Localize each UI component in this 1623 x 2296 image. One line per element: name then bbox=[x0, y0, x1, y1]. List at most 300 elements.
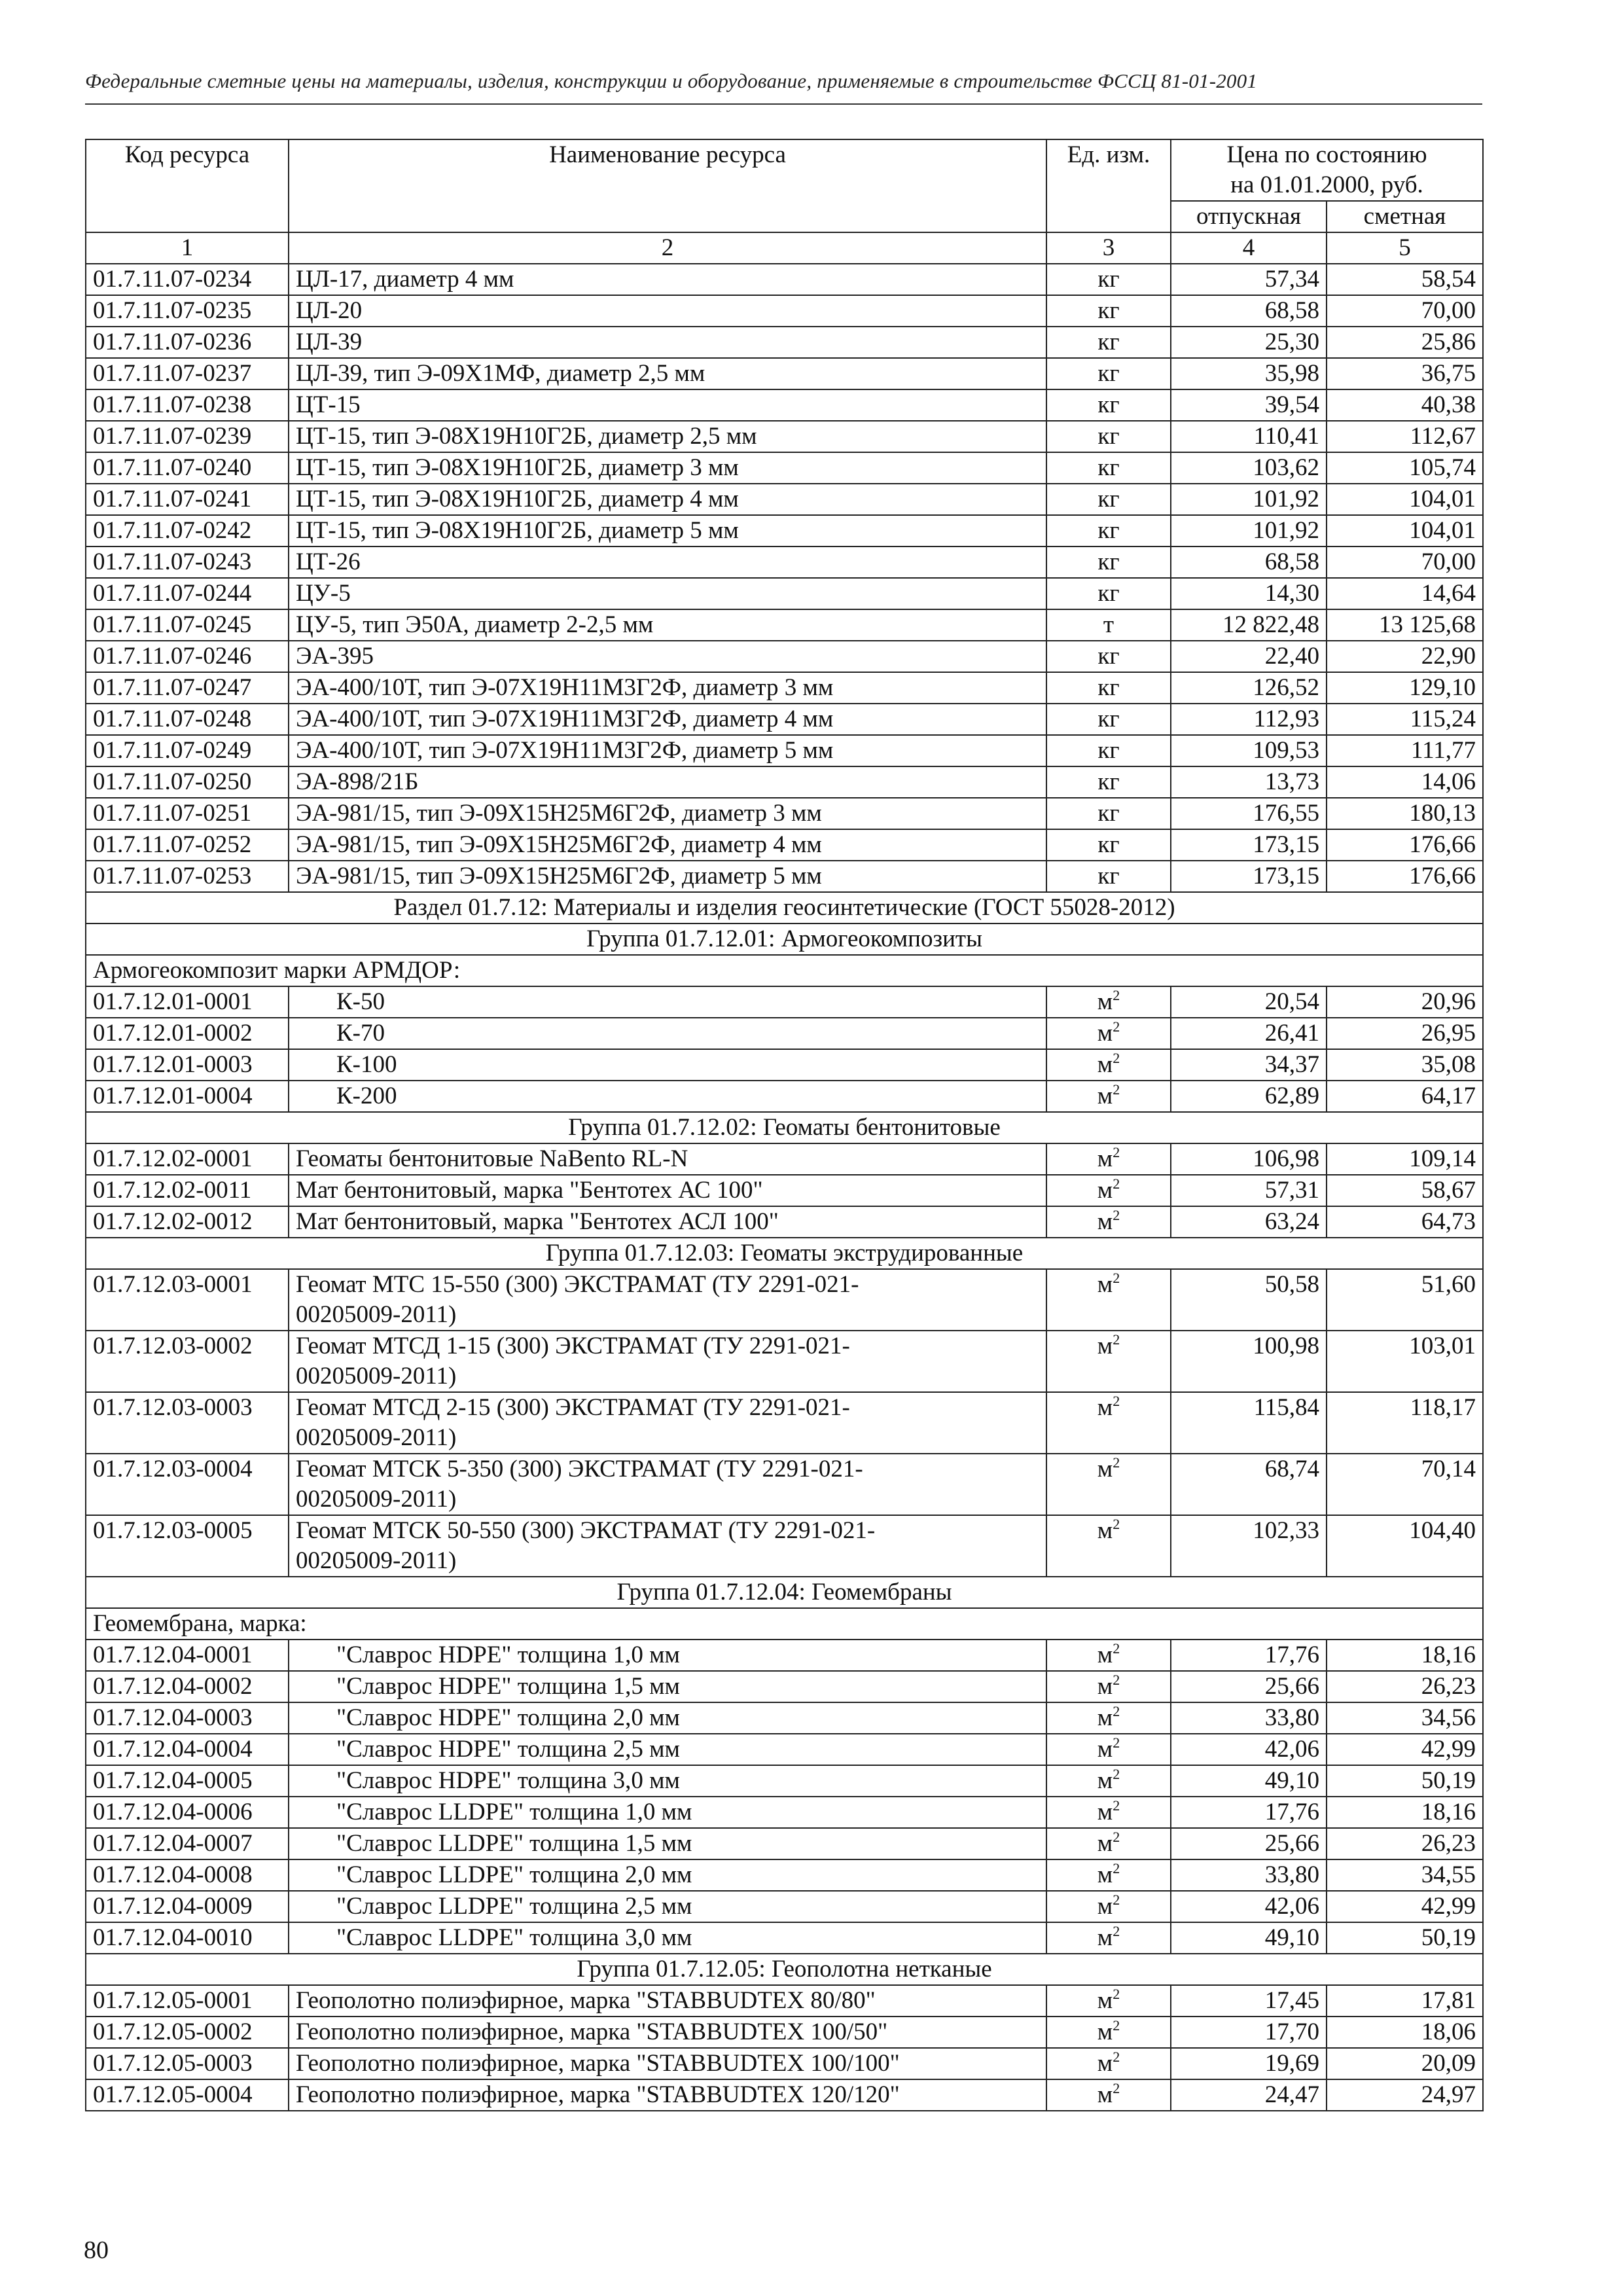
estimate-price: 20,96 bbox=[1327, 986, 1483, 1018]
unit-label: м bbox=[1097, 1704, 1113, 1731]
subheading-row bbox=[86, 955, 1483, 986]
column-number: 2 bbox=[289, 232, 1046, 264]
section-title: Раздел 01.7.12: Материалы и изделия геосинтетические (ГОСТ 55028-2012) bbox=[86, 892, 1483, 924]
table-row bbox=[86, 1671, 1483, 1702]
page-header: Федеральные сметные цены на материалы, изделия, конструкции и оборудование, применяемые в строительстве ФССЦ 81-01-2001 bbox=[85, 69, 1258, 92]
resource-name bbox=[289, 1392, 1046, 1454]
unit-of-measure bbox=[1046, 2017, 1171, 2048]
resource-name: ЦТ-15, тип Э-08Х19Н10Г2Б, диаметр 5 мм bbox=[289, 515, 1046, 547]
unit-label: м bbox=[1097, 1799, 1113, 1825]
resource-name bbox=[289, 1454, 1046, 1515]
estimate-price: 26,23 bbox=[1327, 1671, 1483, 1702]
resource-name: ЦТ-15, тип Э-08Х19Н10Г2Б, диаметр 4 мм bbox=[289, 484, 1046, 515]
estimate-price: 70,00 bbox=[1327, 547, 1483, 578]
release-price: 109,53 bbox=[1171, 735, 1327, 766]
resource-name: Геополотно полиэфирное, марка "STABBUDTEX 80/80" bbox=[289, 1985, 1046, 2017]
estimate-price: 40,38 bbox=[1327, 389, 1483, 421]
resource-name: ЭА-400/10Т, тип Э-07Х19Н11М3Г2Ф, диаметр 3 мм bbox=[289, 672, 1046, 704]
unit-label: м bbox=[1097, 1673, 1113, 1700]
estimate-price: 22,90 bbox=[1327, 641, 1483, 672]
table-row bbox=[86, 295, 1483, 327]
estimate-price: 34,56 bbox=[1327, 1702, 1483, 1734]
unit-exponent: 2 bbox=[1113, 2017, 1120, 2034]
group-block bbox=[86, 1577, 1483, 1640]
rows-section-01-7-11 bbox=[86, 264, 1483, 892]
resource-code: 01.7.12.04-0007 bbox=[86, 1828, 289, 1859]
resource-name-line: 00205009-2011) bbox=[296, 1547, 457, 1574]
release-price: 17,76 bbox=[1171, 1640, 1327, 1671]
release-price: 110,41 bbox=[1171, 421, 1327, 452]
unit-label: кг bbox=[1097, 580, 1120, 607]
table-row bbox=[86, 327, 1483, 358]
resource-code: 01.7.12.02-0011 bbox=[86, 1175, 289, 1206]
unit-of-measure bbox=[1046, 1331, 1171, 1392]
group-row bbox=[86, 1577, 1483, 1608]
header-rule bbox=[85, 103, 1482, 105]
resource-name: Мат бентонитовый, марка "Бентотех АСЛ 100" bbox=[289, 1206, 1046, 1238]
table-row bbox=[86, 1891, 1483, 1922]
resource-name: "Славрос HDPE" толщина 2,0 мм bbox=[289, 1702, 1046, 1734]
unit-of-measure bbox=[1046, 829, 1171, 861]
resource-name-line: Геомат МТСК 50-550 (300) ЭКСТРАМАТ (ТУ 2291-021- bbox=[296, 1517, 876, 1544]
rows-group-05 bbox=[86, 1985, 1483, 2111]
group-block bbox=[86, 1954, 1483, 1985]
resource-name-line: 00205009-2011) bbox=[296, 1363, 457, 1390]
resource-name: ЦУ-5, тип Э50А, диаметр 2-2,5 мм bbox=[289, 609, 1046, 641]
resource-name: ЦЛ-20 bbox=[289, 295, 1046, 327]
release-price: 68,58 bbox=[1171, 547, 1327, 578]
resource-code: 01.7.11.07-0253 bbox=[86, 861, 289, 892]
resource-code: 01.7.12.04-0005 bbox=[86, 1765, 289, 1797]
unit-exponent: 2 bbox=[1113, 1923, 1120, 1939]
table-row bbox=[86, 1269, 1483, 1331]
resource-code: 01.7.11.07-0245 bbox=[86, 609, 289, 641]
group-row bbox=[86, 1112, 1483, 1143]
unit-of-measure bbox=[1046, 672, 1171, 704]
resource-code: 01.7.11.07-0237 bbox=[86, 358, 289, 389]
resource-name: ЦЛ-17, диаметр 4 мм bbox=[289, 264, 1046, 295]
resource-code: 01.7.12.04-0003 bbox=[86, 1702, 289, 1734]
release-price: 26,41 bbox=[1171, 1018, 1327, 1049]
unit-of-measure bbox=[1046, 1515, 1171, 1577]
unit-exponent: 2 bbox=[1113, 1860, 1120, 1876]
unit-exponent: 2 bbox=[1113, 2049, 1120, 2065]
column-number: 3 bbox=[1046, 232, 1171, 264]
table-row bbox=[86, 1392, 1483, 1454]
estimate-price: 104,01 bbox=[1327, 515, 1483, 547]
unit-exponent: 2 bbox=[1113, 1672, 1120, 1688]
resource-code: 01.7.12.01-0002 bbox=[86, 1018, 289, 1049]
unit-of-measure bbox=[1046, 1891, 1171, 1922]
unit-of-measure bbox=[1046, 1828, 1171, 1859]
group-title: Группа 01.7.12.02: Геоматы бентонитовые bbox=[86, 1112, 1483, 1143]
resource-code: 01.7.11.07-0241 bbox=[86, 484, 289, 515]
resource-code: 01.7.12.03-0001 bbox=[86, 1269, 289, 1331]
release-price: 106,98 bbox=[1171, 1143, 1327, 1175]
unit-of-measure bbox=[1046, 1049, 1171, 1081]
unit-exponent: 2 bbox=[1113, 1986, 1120, 2002]
table-row bbox=[86, 641, 1483, 672]
estimate-price: 42,99 bbox=[1327, 1734, 1483, 1765]
resource-name: "Славрос LLDPE" толщина 3,0 мм bbox=[289, 1922, 1046, 1954]
release-price: 100,98 bbox=[1171, 1331, 1327, 1392]
release-price: 112,93 bbox=[1171, 704, 1327, 735]
resource-code: 01.7.11.07-0242 bbox=[86, 515, 289, 547]
unit-label: м bbox=[1097, 988, 1113, 1015]
column-numbers-row bbox=[86, 232, 1483, 264]
table-row bbox=[86, 829, 1483, 861]
release-price: 62,89 bbox=[1171, 1081, 1327, 1112]
estimate-price: 64,17 bbox=[1327, 1081, 1483, 1112]
table-row bbox=[86, 1828, 1483, 1859]
unit-exponent: 2 bbox=[1113, 1393, 1120, 1409]
group-block bbox=[86, 1112, 1483, 1143]
resource-code: 01.7.12.05-0004 bbox=[86, 2079, 289, 2111]
resource-name bbox=[289, 1269, 1046, 1331]
table-row bbox=[86, 1331, 1483, 1392]
estimate-price: 14,64 bbox=[1327, 578, 1483, 609]
resource-code: 01.7.12.01-0004 bbox=[86, 1081, 289, 1112]
rows-group-02 bbox=[86, 1143, 1483, 1238]
resource-code: 01.7.12.04-0006 bbox=[86, 1797, 289, 1828]
resource-name: ЭА-400/10Т, тип Э-07Х19Н11М3Г2Ф, диаметр 4 мм bbox=[289, 704, 1046, 735]
table-row bbox=[86, 452, 1483, 484]
section-block bbox=[86, 892, 1483, 986]
unit-exponent: 2 bbox=[1113, 1018, 1120, 1035]
release-price: 35,98 bbox=[1171, 358, 1327, 389]
resource-code: 01.7.11.07-0252 bbox=[86, 829, 289, 861]
table-row bbox=[86, 515, 1483, 547]
table-row bbox=[86, 1515, 1483, 1577]
unit-label: кг bbox=[1097, 329, 1120, 355]
unit-of-measure bbox=[1046, 1175, 1171, 1206]
table-row bbox=[86, 2017, 1483, 2048]
estimate-price: 64,73 bbox=[1327, 1206, 1483, 1238]
rows-group-04 bbox=[86, 1640, 1483, 1954]
resource-code: 01.7.12.05-0001 bbox=[86, 1985, 289, 2017]
unit-of-measure bbox=[1046, 609, 1171, 641]
table-row bbox=[86, 389, 1483, 421]
unit-of-measure bbox=[1046, 641, 1171, 672]
unit-label: м bbox=[1097, 1208, 1113, 1235]
resource-name: ЦТ-15, тип Э-08Х19Н10Г2Б, диаметр 3 мм bbox=[289, 452, 1046, 484]
resource-name: "Славрос LLDPE" толщина 1,5 мм bbox=[289, 1828, 1046, 1859]
resource-name: К-70 bbox=[289, 1018, 1046, 1049]
estimate-price: 34,55 bbox=[1327, 1859, 1483, 1891]
rows-group-03 bbox=[86, 1269, 1483, 1577]
estimate-price: 105,74 bbox=[1327, 452, 1483, 484]
resource-name-line: Геомат МТС 15-550 (300) ЭКСТРАМАТ (ТУ 2291-021- bbox=[296, 1271, 859, 1298]
unit-label: кг bbox=[1097, 391, 1120, 418]
estimate-price: 17,81 bbox=[1327, 1985, 1483, 2017]
resource-name: К-200 bbox=[289, 1081, 1046, 1112]
estimate-price: 50,19 bbox=[1327, 1922, 1483, 1954]
unit-label: кг bbox=[1097, 360, 1120, 387]
unit-label: кг bbox=[1097, 768, 1120, 795]
unit-exponent: 2 bbox=[1113, 1331, 1120, 1348]
estimate-price: 18,16 bbox=[1327, 1797, 1483, 1828]
resource-code: 01.7.12.05-0003 bbox=[86, 2048, 289, 2079]
estimate-price: 25,86 bbox=[1327, 327, 1483, 358]
release-price: 57,31 bbox=[1171, 1175, 1327, 1206]
resource-code: 01.7.11.07-0250 bbox=[86, 766, 289, 798]
unit-exponent: 2 bbox=[1113, 1144, 1120, 1160]
unit-label: м bbox=[1097, 1456, 1113, 1482]
column-number: 5 bbox=[1327, 232, 1483, 264]
unit-label: м bbox=[1097, 1736, 1113, 1763]
resource-name-line: 00205009-2011) bbox=[296, 1486, 457, 1513]
resource-code: 01.7.12.04-0010 bbox=[86, 1922, 289, 1954]
group-title: Группа 01.7.12.04: Геомембраны bbox=[86, 1577, 1483, 1608]
group-title: Группа 01.7.12.01: Армогеокомпозиты bbox=[86, 924, 1483, 955]
release-price: 33,80 bbox=[1171, 1702, 1327, 1734]
resource-code: 01.7.12.05-0002 bbox=[86, 2017, 289, 2048]
release-price: 115,84 bbox=[1171, 1392, 1327, 1454]
resource-code: 01.7.12.01-0003 bbox=[86, 1049, 289, 1081]
unit-of-measure bbox=[1046, 1206, 1171, 1238]
resource-name: "Славрос HDPE" толщина 2,5 мм bbox=[289, 1734, 1046, 1765]
resource-name-line: Геомат МТСК 5-350 (300) ЭКСТРАМАТ (ТУ 2291-021- bbox=[296, 1456, 863, 1482]
unit-label: м bbox=[1097, 1924, 1113, 1951]
unit-of-measure bbox=[1046, 452, 1171, 484]
estimate-price: 70,14 bbox=[1327, 1454, 1483, 1515]
table-row bbox=[86, 861, 1483, 892]
unit-label: кг bbox=[1097, 297, 1120, 324]
release-price: 68,58 bbox=[1171, 295, 1327, 327]
unit-exponent: 2 bbox=[1113, 1892, 1120, 1908]
unit-label: м bbox=[1097, 1861, 1113, 1888]
unit-of-measure bbox=[1046, 389, 1171, 421]
resource-code: 01.7.12.03-0003 bbox=[86, 1392, 289, 1454]
release-price: 12 822,48 bbox=[1171, 609, 1327, 641]
unit-exponent: 2 bbox=[1113, 1050, 1120, 1066]
release-price: 102,33 bbox=[1171, 1515, 1327, 1577]
resource-code: 01.7.12.04-0001 bbox=[86, 1640, 289, 1671]
resource-name: "Славрос LLDPE" толщина 1,0 мм bbox=[289, 1797, 1046, 1828]
resource-name: К-50 bbox=[289, 986, 1046, 1018]
resource-code: 01.7.11.07-0247 bbox=[86, 672, 289, 704]
table-row bbox=[86, 1454, 1483, 1515]
unit-of-measure bbox=[1046, 1454, 1171, 1515]
table-row bbox=[86, 264, 1483, 295]
release-price: 63,24 bbox=[1171, 1206, 1327, 1238]
header-name: Наименование ресурса bbox=[289, 139, 1046, 232]
estimate-price: 18,16 bbox=[1327, 1640, 1483, 1671]
unit-exponent: 2 bbox=[1113, 1516, 1120, 1532]
unit-label: м bbox=[1097, 2018, 1113, 2045]
estimate-price: 18,06 bbox=[1327, 2017, 1483, 2048]
release-price: 173,15 bbox=[1171, 829, 1327, 861]
estimate-price: 129,10 bbox=[1327, 672, 1483, 704]
estimate-price: 13 125,68 bbox=[1327, 609, 1483, 641]
release-price: 14,30 bbox=[1171, 578, 1327, 609]
release-price: 101,92 bbox=[1171, 484, 1327, 515]
unit-of-measure bbox=[1046, 421, 1171, 452]
table-row bbox=[86, 578, 1483, 609]
unit-of-measure bbox=[1046, 1018, 1171, 1049]
table-row bbox=[86, 1143, 1483, 1175]
resource-name: ЦЛ-39, тип Э-09Х1МФ, диаметр 2,5 мм bbox=[289, 358, 1046, 389]
unit-label: м bbox=[1097, 1145, 1113, 1172]
estimate-price: 26,23 bbox=[1327, 1828, 1483, 1859]
unit-label: м bbox=[1097, 2050, 1113, 2077]
column-number: 1 bbox=[86, 232, 289, 264]
estimate-price: 24,97 bbox=[1327, 2079, 1483, 2111]
unit-label: кг bbox=[1097, 831, 1120, 858]
release-price: 42,06 bbox=[1171, 1891, 1327, 1922]
table-row bbox=[86, 1797, 1483, 1828]
unit-exponent: 2 bbox=[1113, 1270, 1120, 1286]
group-row bbox=[86, 1954, 1483, 1985]
unit-of-measure bbox=[1046, 327, 1171, 358]
price-table bbox=[85, 139, 1484, 2111]
table-row bbox=[86, 798, 1483, 829]
table-row bbox=[86, 1859, 1483, 1891]
unit-label: м bbox=[1097, 1020, 1113, 1047]
resource-name: Геополотно полиэфирное, марка "STABBUDTEX 120/120" bbox=[289, 2079, 1046, 2111]
group-title: Группа 01.7.12.03: Геоматы экструдированные bbox=[86, 1238, 1483, 1269]
estimate-price: 176,66 bbox=[1327, 861, 1483, 892]
unit-label: м bbox=[1097, 1830, 1113, 1857]
resource-name: "Славрос LLDPE" толщина 2,5 мм bbox=[289, 1891, 1046, 1922]
header-price: Цена по состоянию на 01.01.2000, руб. bbox=[1171, 139, 1483, 201]
table-row bbox=[86, 986, 1483, 1018]
estimate-price: 104,40 bbox=[1327, 1515, 1483, 1577]
table-row bbox=[86, 1640, 1483, 1671]
resource-name: Геоматы бентонитовые NaBento RL-N bbox=[289, 1143, 1046, 1175]
release-price: 57,34 bbox=[1171, 264, 1327, 295]
resource-code: 01.7.11.07-0248 bbox=[86, 704, 289, 735]
unit-label: кг bbox=[1097, 706, 1120, 732]
release-price: 17,45 bbox=[1171, 1985, 1327, 2017]
estimate-price: 70,00 bbox=[1327, 295, 1483, 327]
group-subheading: Армогеокомпозит марки АРМДОР: bbox=[86, 955, 1483, 986]
resource-name bbox=[289, 1515, 1046, 1577]
header-estimate-price: сметная bbox=[1327, 201, 1483, 232]
resource-code: 01.7.11.07-0238 bbox=[86, 389, 289, 421]
unit-label: кг bbox=[1097, 454, 1120, 481]
resource-code: 01.7.12.02-0001 bbox=[86, 1143, 289, 1175]
estimate-price: 112,67 bbox=[1327, 421, 1483, 452]
resource-code: 01.7.11.07-0239 bbox=[86, 421, 289, 452]
unit-of-measure bbox=[1046, 295, 1171, 327]
table-row bbox=[86, 1922, 1483, 1954]
unit-of-measure bbox=[1046, 1797, 1171, 1828]
header-release-price: отпускная bbox=[1171, 201, 1327, 232]
group-subheading: Геомембрана, марка: bbox=[86, 1608, 1483, 1640]
unit-label: м bbox=[1097, 1333, 1113, 1359]
resource-code: 01.7.12.04-0009 bbox=[86, 1891, 289, 1922]
resource-name: К-100 bbox=[289, 1049, 1046, 1081]
unit-of-measure bbox=[1046, 986, 1171, 1018]
resource-code: 01.7.11.07-0240 bbox=[86, 452, 289, 484]
release-price: 101,92 bbox=[1171, 515, 1327, 547]
unit-exponent: 2 bbox=[1113, 1766, 1120, 1782]
resource-name: ЭА-400/10Т, тип Э-07Х19Н11М3Г2Ф, диаметр 5 мм bbox=[289, 735, 1046, 766]
resource-code: 01.7.12.03-0002 bbox=[86, 1331, 289, 1392]
unit-of-measure bbox=[1046, 1671, 1171, 1702]
resource-code: 01.7.12.03-0005 bbox=[86, 1515, 289, 1577]
release-price: 68,74 bbox=[1171, 1454, 1327, 1515]
unit-of-measure bbox=[1046, 358, 1171, 389]
resource-name: "Славрос HDPE" толщина 1,5 мм bbox=[289, 1671, 1046, 1702]
release-price: 33,80 bbox=[1171, 1859, 1327, 1891]
table-row bbox=[86, 1702, 1483, 1734]
header-code: Код ресурса bbox=[86, 139, 289, 232]
table-row bbox=[86, 609, 1483, 641]
estimate-price: 42,99 bbox=[1327, 1891, 1483, 1922]
estimate-price: 109,14 bbox=[1327, 1143, 1483, 1175]
resource-name-line: 00205009-2011) bbox=[296, 1301, 457, 1328]
table-row bbox=[86, 2079, 1483, 2111]
estimate-price: 103,01 bbox=[1327, 1331, 1483, 1392]
rows-group-01 bbox=[86, 986, 1483, 1112]
resource-name-line: Геомат МТСД 2-15 (300) ЭКСТРАМАТ (ТУ 2291-021- bbox=[296, 1394, 850, 1421]
unit-of-measure bbox=[1046, 1143, 1171, 1175]
unit-label: м bbox=[1097, 1051, 1113, 1078]
resource-name: ЭА-898/21Б bbox=[289, 766, 1046, 798]
table-row bbox=[86, 358, 1483, 389]
unit-of-measure bbox=[1046, 1392, 1171, 1454]
resource-code: 01.7.11.07-0235 bbox=[86, 295, 289, 327]
release-price: 20,54 bbox=[1171, 986, 1327, 1018]
unit-exponent: 2 bbox=[1113, 1797, 1120, 1814]
unit-of-measure bbox=[1046, 1269, 1171, 1331]
table-row bbox=[86, 704, 1483, 735]
unit-of-measure bbox=[1046, 1081, 1171, 1112]
release-price: 34,37 bbox=[1171, 1049, 1327, 1081]
column-number: 4 bbox=[1171, 232, 1327, 264]
resource-name: ЭА-395 bbox=[289, 641, 1046, 672]
table-row bbox=[86, 766, 1483, 798]
unit-label: кг bbox=[1097, 863, 1120, 889]
unit-label: м bbox=[1097, 1987, 1113, 2014]
table-row bbox=[86, 421, 1483, 452]
release-price: 13,73 bbox=[1171, 766, 1327, 798]
release-price: 17,70 bbox=[1171, 2017, 1327, 2048]
unit-of-measure bbox=[1046, 704, 1171, 735]
unit-label: м bbox=[1097, 1641, 1113, 1668]
unit-of-measure bbox=[1046, 264, 1171, 295]
unit-label: м bbox=[1097, 1893, 1113, 1920]
release-price: 50,58 bbox=[1171, 1269, 1327, 1331]
unit-of-measure bbox=[1046, 578, 1171, 609]
table-row bbox=[86, 1734, 1483, 1765]
table-header-row bbox=[86, 139, 1483, 201]
resource-code: 01.7.12.04-0002 bbox=[86, 1671, 289, 1702]
table-row bbox=[86, 547, 1483, 578]
unit-exponent: 2 bbox=[1113, 1829, 1120, 1845]
unit-of-measure bbox=[1046, 1702, 1171, 1734]
unit-label: м bbox=[1097, 1083, 1113, 1109]
table-row bbox=[86, 1049, 1483, 1081]
unit-of-measure bbox=[1046, 1640, 1171, 1671]
unit-label: м bbox=[1097, 1767, 1113, 1794]
resource-code: 01.7.12.01-0001 bbox=[86, 986, 289, 1018]
estimate-price: 51,60 bbox=[1327, 1269, 1483, 1331]
unit-exponent: 2 bbox=[1113, 1640, 1120, 1657]
table-row bbox=[86, 1985, 1483, 2017]
unit-of-measure bbox=[1046, 1859, 1171, 1891]
release-price: 49,10 bbox=[1171, 1765, 1327, 1797]
resource-name-line: Геомат МТСД 1-15 (300) ЭКСТРАМАТ (ТУ 2291-021- bbox=[296, 1333, 850, 1359]
unit-label: кг bbox=[1097, 800, 1120, 827]
resource-name-line: 00205009-2011) bbox=[296, 1424, 457, 1451]
page-number: 80 bbox=[84, 2236, 109, 2264]
group-block bbox=[86, 1238, 1483, 1269]
header-unit: Ед. изм. bbox=[1046, 139, 1171, 232]
resource-name: ЦТ-15 bbox=[289, 389, 1046, 421]
